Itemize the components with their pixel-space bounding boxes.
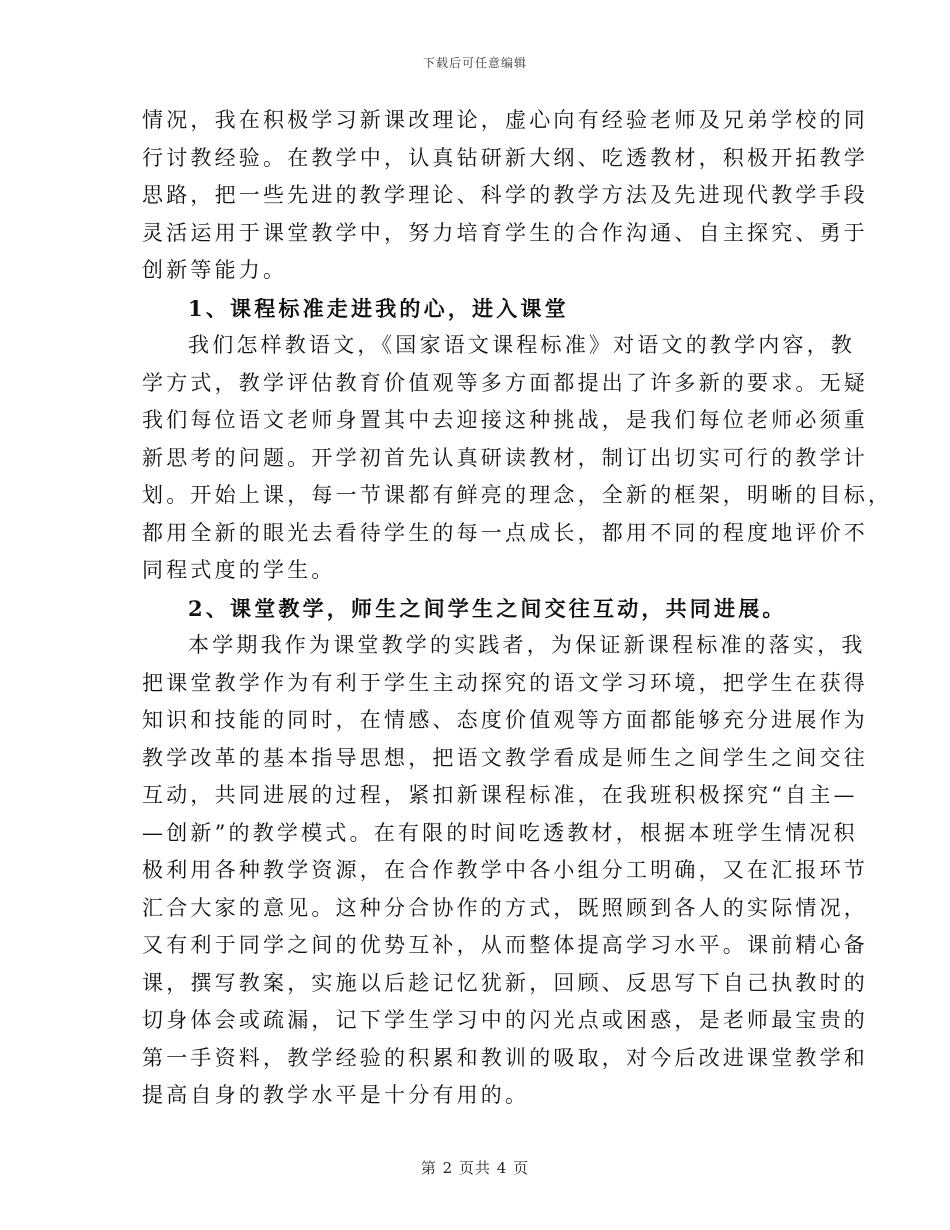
text-line: 同程式度的学生。: [142, 558, 336, 582]
text-line: 都用全新的眼光去看待学生的每一点成长，都用不同的程度地评价不: [142, 520, 868, 545]
text-line: 情况，我在积极学习新课改理论，虚心向有经验老师及兄弟学校的同: [142, 108, 868, 132]
text-line: 新思考的问题。开学初首先认真研读教材，制订出切实可行的教学计: [142, 445, 868, 470]
text-line: 灵活运用于课堂教学中，努力培育学生的合作沟通、自主探究、勇于: [142, 220, 868, 245]
text-line: 切身体会或疏漏，记下学生学习中的闪光点或困惑，是老师最宝贵的: [142, 1008, 868, 1032]
page-number-footer: 第 2 页共 4 页: [420, 1159, 530, 1177]
text-line: 学方式，教学评估教育价值观等多方面都提出了许多新的要求。无疑: [142, 370, 868, 395]
section-heading-1: 1、课程标准走进我的心，进入课堂: [188, 295, 569, 321]
section-heading-2: 2、课堂教学，师生之间学生之间交往互动，共同进展。: [188, 595, 787, 621]
page-header: 下载后可任意编辑: [422, 56, 527, 70]
text-line: 创新等能力。: [142, 258, 288, 282]
text-line: 本学期我作为课堂教学的实践者，为保证新课程标准的落实，我: [188, 633, 866, 657]
text-line: —创新”的教学模式。在有限的时间吃透教材，根据本班学生情况积: [142, 820, 858, 845]
text-line: 又有利于同学之间的优势互补，从而整体提高学习水平。课前精心备: [142, 933, 868, 957]
text-line: 提高自身的教学水平是十分有用的。: [142, 1083, 530, 1107]
text-line: 极利用各种教学资源，在合作教学中各小组分工明确，又在汇报环节: [142, 858, 868, 882]
text-line: 知识和技能的同时，在情感、态度价值观等方面都能够充分进展作为: [142, 708, 868, 732]
text-line: 行讨教经验。在教学中，认真钻研新大纲、吃透教材，积极开拓教学: [142, 145, 868, 170]
paragraph-continuation: [142, 102, 868, 290]
text-line: 我们怎样教语文，《国家语文课程标准》对语文的教学内容，教: [188, 333, 856, 357]
text-line: 课，撰写教案，实施以后趁记忆犹新，回顾、反思写下自己执教时的: [142, 970, 868, 995]
text-line: 教学改革的基本指导思想，把语文教学看成是师生之间学生之间交往: [142, 745, 868, 770]
text-line: 我们每位语文老师身置其中去迎接这种挑战，是我们每位老师必须重: [142, 408, 868, 432]
text-line: 把课堂教学作为有利于学生主动探究的语文学习环境，把学生在获得: [142, 670, 868, 695]
text-line: 第一手资料，教学经验的积累和教训的吸取，对今后改进课堂教学和: [142, 1045, 868, 1070]
text-line: 汇合大家的意见。这种分合协作的方式，既照顾到各人的实际情况，: [142, 895, 868, 920]
document-body: [142, 102, 893, 1115]
text-line: 互动，共同进展的过程，紧扣新课程标准，在我班积极探究“自主—: [142, 783, 858, 807]
paragraph-classroom-teaching: [142, 627, 868, 1115]
text-line: 划。开始上课，每一节课都有鲜亮的理念，全新的框架，明晰的目标，: [142, 483, 893, 507]
paragraph-curriculum-standard: [142, 327, 893, 590]
text-line: 思路，把一些先进的教学理论、科学的教学方法及先进现代教学手段: [142, 183, 868, 207]
